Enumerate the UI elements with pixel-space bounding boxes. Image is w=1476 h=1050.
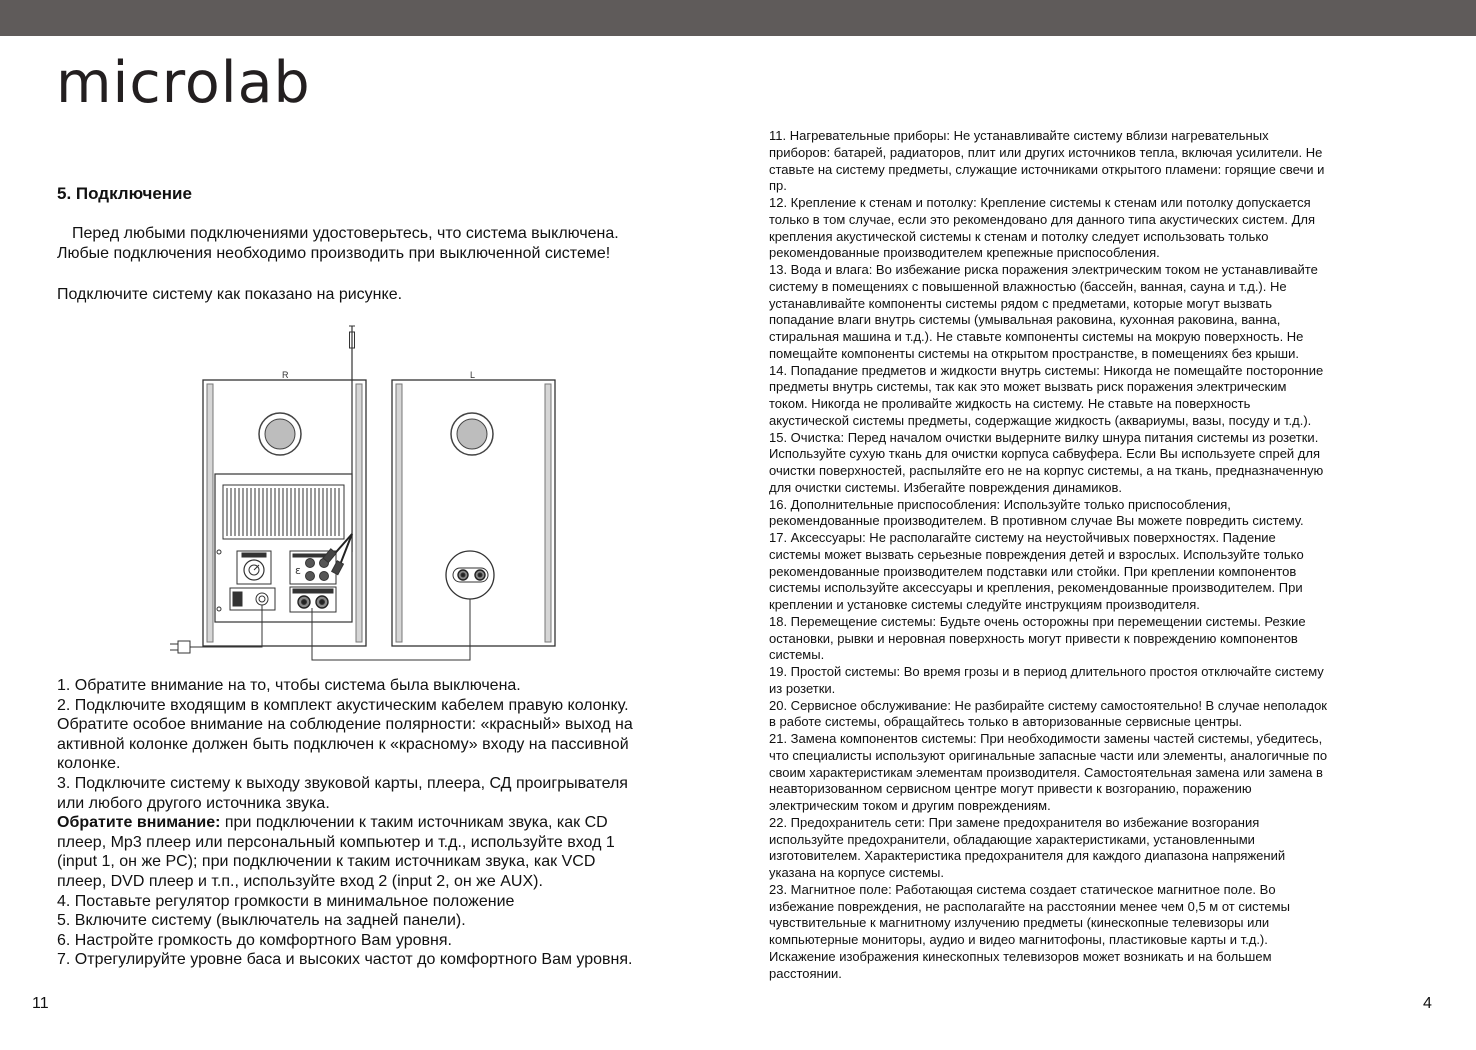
intro-line-2: Любые подключения необходимо производить при выключенной системе! — [57, 245, 611, 262]
safety-line: своим характеристикам элементам производителя. Самостоятельная замена или замена в — [769, 764, 1323, 780]
page-number-right: 4 — [1423, 995, 1432, 1012]
note-text: при подключении к таким источникам звука, как CD — [220, 814, 608, 832]
safety-line: помещайте компоненты системы на открытом пространстве, в помещениях без крыши. — [769, 345, 1299, 361]
safety-line: системы используйте аксессуары и крепления, рекомендованные производителем. При — [769, 580, 1303, 596]
safety-line: 12. Крепление к стенам и потолку: Крепление системы к стенам или потолку допускается — [769, 195, 1311, 210]
safety-line: избежание повреждения, не располагайте на расстоянии менее чем 0,5 м от системы — [769, 898, 1290, 914]
safety-line: 22. Предохранитель сети: При замене предохранителя во избежание возгорания — [769, 814, 1260, 830]
step-line: 2. Подключите входящим в комплект акустическим кабелем правую колонку. — [57, 696, 629, 714]
note-line — [57, 813, 697, 833]
safety-line: 11. Нагревательные приборы: Не устанавливайте систему вблизи нагревательных — [769, 128, 1269, 143]
note-line: плеер, DVD плеер и т.п., используйте вход 2 (input 2, он же AUX). — [57, 872, 543, 890]
top-bar — [0, 0, 1476, 36]
step-line: 5. Включите систему (выключатель на задней панели). — [57, 912, 466, 930]
safety-line: 18. Перемещение системы: Будьте очень осторожны при перемещении системы. Резкие — [769, 613, 1306, 629]
safety-line: 23. Магнитное поле: Работающая система создает статическое магнитное поле. Во — [769, 881, 1276, 897]
page-number-left: 11 — [32, 995, 49, 1012]
step-line: колонке. — [57, 755, 121, 773]
note-label: Обратите внимание: — [57, 814, 221, 832]
safety-line: попадание влаги внутрь системы (умывальная раковина, кухонная раковина, ванна, — [769, 312, 1281, 328]
note-line: (input 1, он же PC); при подключении к таким источникам звука, как VCD — [57, 853, 596, 871]
safety-line: из розетки. — [769, 680, 836, 696]
safety-line: 13. Вода и влага: Во избежание риска поражения электрическим током не устанавливайте — [769, 262, 1318, 277]
safety-line: ставьте на систему предметы, служащие источниками открытого пламени: горящие свечи и — [769, 161, 1325, 177]
safety-line: для очистки системы. Избегайте повреждения динамиков. — [769, 479, 1123, 495]
connection-steps — [57, 676, 697, 970]
safety-line: предметы внутрь системы, так как это может вызвать риск поражения электрическим — [769, 379, 1287, 395]
safety-line: 20. Сервисное обслуживание: Не разбирайте систему самостоятельно! В случае неполадок — [769, 697, 1327, 713]
safety-line: систему в помещениях с повышенной влажностью (бассейн, ванная, сауна и т.д.). Не — [769, 278, 1287, 294]
safety-line: чувствительные к магнитному излучению предметы (кинескопные телевизоры или — [769, 915, 1270, 931]
safety-line: в работе системы, обращайтесь только в авторизованные сервисные центры. — [769, 714, 1243, 730]
safety-line: используйте предохранители, обладающие характеристиками, установленными — [769, 831, 1255, 847]
step-line: 6. Настройте громкость до комфортного Вам уровня. — [57, 931, 452, 949]
safety-line: остановки, рывки и неровная поверхность могут привести к повреждению компонентов — [769, 630, 1298, 646]
safety-line: 15. Очистка: Перед началом очистки выдерните вилку шнура питания системы из розетки. — [769, 429, 1319, 445]
step-line: 1. Обратите внимание на то, чтобы система была выключена. — [57, 677, 521, 694]
safety-line: креплении и установке системы следуйте инструкциям производителя. — [769, 597, 1200, 612]
safety-line: пр. — [769, 178, 787, 194]
safety-line: рекомендованные производителем крепежные приспособления. — [769, 245, 1160, 261]
safety-line: расстоянии. — [769, 965, 842, 981]
safety-line: акустической системы предметы, содержащие жидкость (аквариумы, вазы, посуду и т.д.). — [769, 412, 1312, 428]
safety-line: 16. Дополнительные приспособления: Используйте только приспособления, — [769, 496, 1231, 512]
connect-instruction: Подключите систему как показано на рисунке. — [57, 286, 403, 303]
safety-line: электрическим током и другим повреждениям. — [769, 798, 1051, 813]
safety-line: 21. Замена компонентов системы: При необходимости замены частей системы, убедитесь, — [769, 731, 1323, 746]
safety-line: рекомендованные производителем. В противном случае Вы можете повредить систему. — [769, 513, 1304, 529]
safety-line: 19. Простой системы: Во время грозы и в период длительного простоя отключайте систему — [769, 664, 1324, 679]
note-line: плеер, Mp3 плеер или персональный компьютер и т.д., используйте вход 1 — [57, 833, 615, 851]
safety-line: изготовителем. Характеристика предохранителя для каждого диапазона напряжений — [769, 848, 1286, 864]
safety-line: что специалисты используют оригинальные запасные части или элементы, аналогичные по — [769, 747, 1328, 763]
section-title: 5. Подключение — [57, 184, 192, 203]
intro-line-1: Перед любыми подключениями удостоверьтесь, что система выключена. — [72, 225, 619, 242]
step-line: 3. Подключите систему к выходу звуковой карты, плеера, СД проигрывателя — [57, 774, 628, 792]
safety-line: стиральная машина и т.д.). Не ставьте компоненты системы на мокрую поверхность. Не — [769, 329, 1304, 344]
safety-line: системы может вызвать серьезные повреждения детей и взрослых. Используйте только — [769, 546, 1304, 562]
step-line: 7. Отрегулируйте уровне баса и высоких частот до комфортного Вам уровня. — [57, 951, 633, 969]
safety-line: указана на корпусе системы. — [769, 865, 945, 880]
safety-line: рекомендованные производителем подставки или стойки. При креплении компонентов — [769, 563, 1297, 579]
safety-line: только в том случае, если это рекомендовано для данного типа акустических систем. Для — [769, 211, 1316, 227]
safety-line: Искажение изображения кинескопных телевизоров может возникать и на большем — [769, 948, 1272, 964]
intro-text — [57, 224, 697, 264]
step-line: активной колонке должен быть подключен к «красному» входу на пассивной — [57, 735, 629, 753]
step-line: Обратите особое внимание на соблюдение полярности: «красный» выход на — [57, 716, 633, 734]
brand-logo: microlab — [56, 50, 311, 116]
safety-line: 17. Аксессуары: Не располагайте систему на неустойчивых поверхностях. Падение — [769, 530, 1276, 545]
safety-line: Используйте сухую ткань для очистки корпуса сабвуфера. Если Вы используете спрей для — [769, 446, 1321, 462]
safety-line: устанавливайте компоненты системы рядом с предметами, которые могут вызвать — [769, 295, 1273, 311]
safety-line: компьютерные мониторы, аудио и видео магнитофоны, пластиковые карты и т.д.). — [769, 932, 1268, 947]
safety-line: очистки поверхностей, распыляйте его не на корпус системы, а на ткань, предназначенную — [769, 463, 1324, 478]
safety-line: системы. — [769, 647, 825, 663]
safety-line: током. Никогда не проливайте жидкость на систему. Не ставьте на поверхность — [769, 396, 1251, 411]
safety-instructions — [769, 128, 1419, 982]
diagram-label-left: L — [470, 370, 476, 380]
step-line: 4. Поставьте регулятор громкости в минимальное положение — [57, 892, 515, 910]
safety-line: неавторизованном сервисном центре могут привести к возгоранию, поражению — [769, 781, 1252, 797]
safety-line: крепления акустической системы к стенам и потолку следует использовать только — [769, 228, 1269, 244]
safety-line: приборов: батарей, радиаторов, плит или других источников тепла, включая усилители. Не — [769, 144, 1323, 160]
svg-text:ε: ε — [295, 564, 301, 577]
connection-diagram — [160, 322, 570, 670]
safety-line: 14. Попадание предметов и жидкости внутрь системы: Никогда не помещайте посторонние — [769, 362, 1324, 378]
step-line: или любого другого источника звука. — [57, 794, 330, 812]
diagram-label-right: R — [282, 370, 289, 380]
